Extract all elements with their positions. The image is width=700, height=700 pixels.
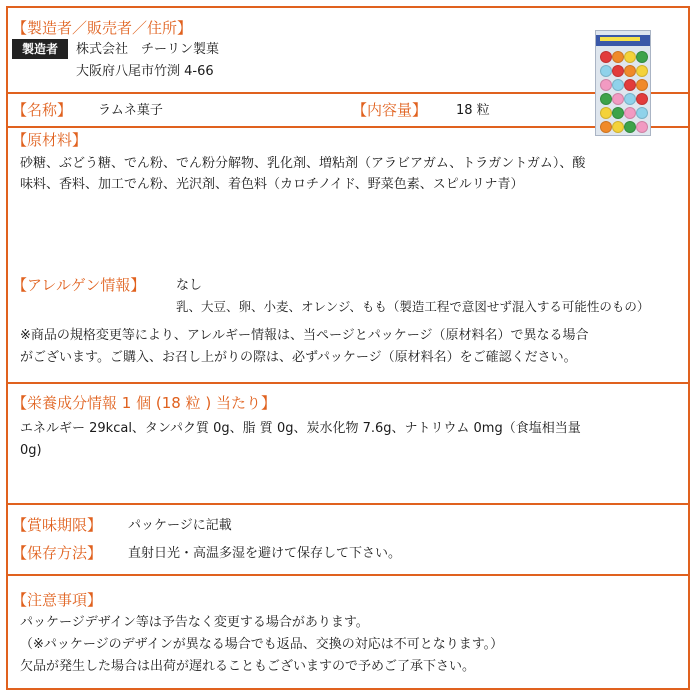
notes-line-3: 欠品が発生した場合は出荷が遅れることもございますので予めご了承下さい。: [20, 659, 476, 674]
candy-dot: [612, 107, 624, 119]
candy-dot: [600, 65, 612, 77]
allergen-note-line-1: ※商品の規格変更等により、アレルギー情報は、当ページとパッケージ（原材料名）で異なる場合: [20, 328, 589, 343]
candy-dot: [600, 93, 612, 105]
candy-dot: [600, 121, 612, 133]
candy-dot: [600, 51, 612, 63]
package-header-band: [596, 35, 650, 46]
storage-heading: 【保存方法】: [12, 544, 103, 562]
divider-maker: [8, 92, 688, 94]
expiry-value: パッケージに記載: [128, 518, 232, 533]
candy-dot: [624, 65, 636, 77]
allergen-heading: 【アレルゲン情報】: [12, 276, 146, 294]
candy-dot: [624, 121, 636, 133]
candy-dot: [624, 79, 636, 91]
expiry-heading: 【賞味期限】: [12, 516, 103, 534]
nutrition-heading: 【栄養成分情報 1 個 (18 粒 ) 当たり】: [12, 394, 276, 412]
maker-badge: 製造者: [12, 39, 68, 59]
candy-dot: [600, 107, 612, 119]
candy-dot: [612, 93, 624, 105]
candy-dot: [624, 51, 636, 63]
allergen-cross-contamination: 乳、大豆、卵、小麦、オレンジ、もも（製造工程で意図せず混入する可能性のもの）: [176, 299, 650, 314]
maker-company: 株式会社 チーリン製菓: [76, 42, 220, 57]
notes-line-1: パッケージデザイン等は予告なく変更する場合があります。: [20, 615, 369, 630]
notes-heading: 【注意事項】: [12, 591, 103, 609]
quantity-heading: 【内容量】: [352, 101, 428, 119]
candy-dot: [612, 51, 624, 63]
candy-dot: [636, 93, 648, 105]
divider-nutrition: [8, 503, 688, 505]
candy-dot: [612, 79, 624, 91]
allergen-note-line-2: がございます。ご購入、お召し上がりの際は、必ずパッケージ（原材料名）をご確認ください。: [20, 350, 577, 365]
ingredients-line-1: 砂糖、ぶどう糖、でん粉、でん粉分解物、乳化剤、増粘剤（アラビアガム、トラガントガム）、酸: [20, 156, 586, 171]
divider-allergen: [8, 382, 688, 384]
candy-dot: [636, 107, 648, 119]
candy-dot: [636, 121, 648, 133]
candy-dot: [600, 79, 612, 91]
divider-storage: [8, 574, 688, 576]
candy-dot: [624, 107, 636, 119]
maker-heading: 【製造者／販売者／住所】: [12, 19, 193, 37]
name-value: ラムネ菓子: [98, 103, 163, 118]
candy-dot: [624, 93, 636, 105]
storage-value: 直射日光・高温多湿を避けて保存して下さい。: [128, 546, 402, 561]
quantity-value: 18 粒: [456, 103, 490, 118]
candy-dot: [612, 121, 624, 133]
allergen-value: なし: [176, 278, 203, 293]
notes-line-2: （※パッケージのデザインが異なる場合でも返品、交換の対応は不可となります。）: [20, 637, 504, 652]
candy-package-image: [595, 30, 651, 136]
nutrition-line-2: 0g): [20, 443, 42, 458]
candy-dot: [636, 79, 648, 91]
maker-address: 大阪府八尾市竹渕 4-66: [76, 64, 214, 79]
candy-dot: [636, 51, 648, 63]
divider-name: [8, 126, 688, 128]
name-heading: 【名称】: [12, 101, 73, 119]
ingredients-heading: 【原材料】: [12, 131, 88, 149]
ingredients-line-2: 味料、香料、加工でん粉、光沢剤、着色料（カロチノイド、野菜色素、スピルリナ青）: [20, 177, 524, 192]
candy-dot: [612, 65, 624, 77]
label-frame: [6, 6, 690, 690]
nutrition-line-1: エネルギー 29kcal、タンパク質 0g、脂 質 0g、炭水化物 7.6g、ナトリウム 0mg（食塩相当量: [20, 421, 581, 436]
candy-dot: [636, 65, 648, 77]
